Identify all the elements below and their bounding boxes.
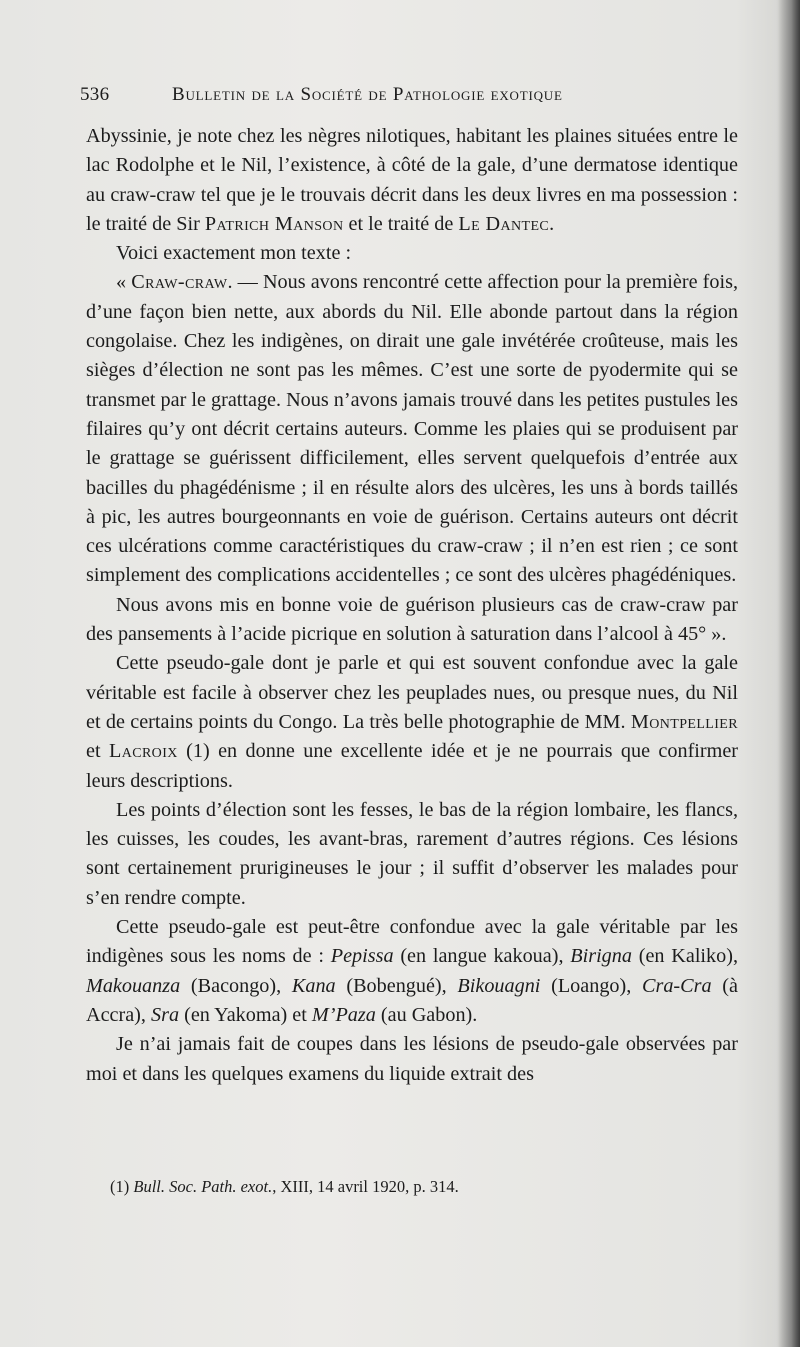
paragraph (86, 649, 738, 795)
text-run: . — Nous avons rencontré cette affection pour la première fois, d’une façon bien nette, aux abords du Nil. Elle abonde partout dans la région congolaise. Chez les indigènes, on dirait une gale invétérée croûteuse, mais les sièges d’élection ne sont pas les mêmes. C’est une sorte de pyodermite qui se transmet par le grattage. Nous n’avons jamais trouvé dans les petites pustules les filaires qu’y ont décrit certains auteurs. Comme les plaies qui se produisent par le grattage se guérissent difficilement, elles servent quelquefois d’entrée aux bacilles du phagédénisme ; il en résulte alors des ulcères, les uns à bords taillés à pic, les autres bourgeonnants en voie de guérison. Certains auteurs ont décrit ces ulcérations comme caractéristiques du craw-craw ; il n’en est rien ; ce sont simplement des complications accidentelles ; ce sont des ulcères phagédéniques. (86, 271, 739, 587)
text-run: Je n’ai jamais fait de coupes dans les lésions de pseudo-gale observées par moi et dans les quelques examens du liquide extrait des (86, 1033, 738, 1085)
italic-term: M’Paza (311, 1003, 376, 1026)
text-run: (Bobengué), (335, 974, 458, 997)
paragraph (86, 239, 738, 268)
text-run: Abyssinie, je note chez les nègres nilotiques, habitant les plaines situées entre le lac Rodolphe et le Nil, l’existence, à côté de la gale, d’une dermatose identique au craw-craw tel que je le trouvais décrit dans les deux livres en ma possession : le traité de Sir (86, 125, 738, 235)
small-caps-name: Patrich Manson (204, 212, 344, 235)
italic-term: Birigna (570, 945, 632, 968)
text-run: Nous avons mis en bonne voie de guérison plusieurs cas de craw-craw par des pansements à l’acide picrique en solution à saturation dans l’alcool à 45° ». (86, 593, 738, 646)
paragraph (86, 913, 738, 1030)
text-run: , XIII, 14 avril 1920, p. 314. (272, 1177, 459, 1196)
text-run: Voici exactement mon texte : (116, 242, 352, 265)
text-run: (en Yakoma) et (179, 1003, 312, 1026)
running-title: Bulletin de la Société de Pathologie exotique (172, 84, 563, 105)
text-run: (en Kaliko), (631, 945, 738, 968)
text-run: . (549, 212, 555, 235)
text-run: « (116, 271, 132, 294)
italic-term: Bull. Soc. Path. exot. (133, 1177, 273, 1196)
text-run: (à Accra), (86, 974, 738, 1026)
text-run: (Bacongo), (180, 974, 292, 997)
paragraph (86, 591, 738, 650)
text-run: Cette pseudo-gale est peut-être confondue avec la gale véritable par les indigènes sous les noms de : (86, 916, 738, 968)
text-run: Les points d’élection sont les fesses, le bas de la région lombaire, les flancs, les cuisses, les coudes, les avant-bras, rarement d’autres régions. Ces lésions sont certainement prurigineuses le jour ; il suffit d’observer les malades pour s’en rendre compte. (86, 798, 738, 909)
paragraph (86, 1030, 738, 1089)
small-caps-name: Lacroix (108, 740, 178, 763)
paragraph (86, 796, 738, 913)
paragraph (86, 122, 738, 239)
paragraph (86, 268, 738, 590)
text-run: et le traité de (343, 212, 459, 235)
text-run: (1) en donne une excellente idée et je ne pourrais que confirmer leurs descriptions. (86, 740, 739, 792)
small-caps-name: Craw-craw (131, 271, 228, 294)
italic-term: Makouanza (86, 974, 181, 997)
page-edge-shadow (778, 0, 800, 1347)
page-number: 536 (80, 84, 110, 105)
text-run: et (86, 740, 109, 763)
text-run: (au Gabon). (375, 1003, 478, 1026)
text-run: Cette pseudo-gale dont je parle et qui est souvent confondue avec la gale véritable est facile à observer chez les peuplades nues, ou presque nues, du Nil et de certains points du Congo. La très belle photographie de MM. (86, 652, 738, 733)
italic-term: Cra-Cra (642, 974, 712, 997)
text-run: (Loango), (540, 974, 642, 997)
text-run: (en langue kakoua), (393, 945, 571, 968)
small-caps-name: Montpellier (630, 710, 738, 733)
text-run: (1) (110, 1177, 134, 1196)
italic-term: Pepissa (330, 945, 394, 968)
italic-term: Kana (291, 974, 336, 997)
small-caps-name: Le Dantec (458, 212, 550, 235)
italic-term: Sra (151, 1003, 180, 1026)
italic-term: Bikouagni (457, 974, 541, 997)
footnote (110, 1176, 730, 1198)
body-text (86, 122, 738, 1089)
